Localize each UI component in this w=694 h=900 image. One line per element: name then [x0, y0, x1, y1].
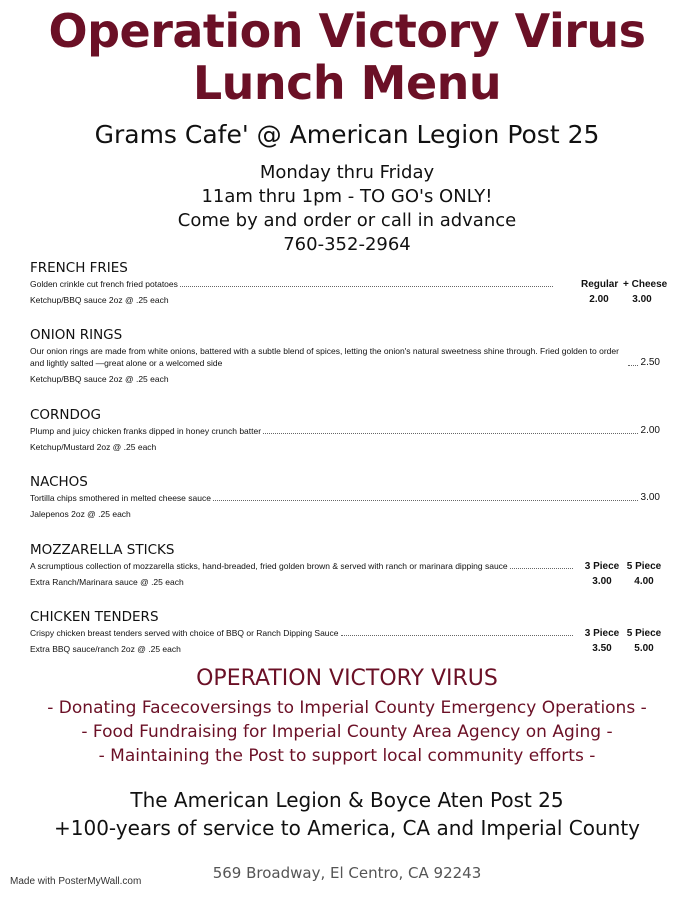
menu-item-nachos [30, 473, 660, 520]
price-value: 3.50 [592, 643, 612, 654]
ovv-heading: OPERATION VICTORY VIRUS [196, 666, 498, 691]
ovv-line: - Maintaining the Post to support local community efforts - [98, 746, 596, 766]
item-price: 3.00 [640, 492, 660, 503]
leader-dots [263, 433, 637, 434]
watermark: Made with PosterMyWall.com [10, 876, 142, 887]
price-label: 5 Piece [626, 561, 662, 572]
menu-item-french-fries [30, 259, 668, 306]
legion-name: The American Legion & Boyce Aten Post 25 [130, 788, 564, 812]
item-extra: Ketchup/BBQ sauce 2oz @ .25 each [30, 295, 169, 305]
legion-service: +100-years of service to America, CA and Imperial County [53, 816, 641, 840]
poster-subtitle: Lunch Menu [192, 56, 502, 110]
leader-dots [628, 365, 638, 366]
item-name: ONION RINGS [30, 327, 123, 343]
item-description: Golden crinkle cut french fried potatoes [30, 279, 178, 289]
item-price: 2.00 [640, 425, 660, 436]
phone-number: 760-352-2964 [283, 234, 411, 255]
item-description: Crispy chicken breast tenders served with choice of BBQ or Ranch Dipping Sauce [30, 628, 339, 638]
item-name: CHICKEN TENDERS [30, 609, 159, 625]
price-label: 5 Piece [626, 628, 662, 639]
price-label: Regular [581, 279, 619, 290]
price-columns [584, 628, 662, 654]
price-value: 2.00 [589, 294, 609, 305]
days-text: Monday thru Friday [259, 162, 435, 183]
price-label: + Cheese [623, 279, 668, 290]
order-note: Come by and order or call in advance [177, 210, 517, 231]
item-price: 2.50 [640, 357, 660, 368]
item-name: FRENCH FRIES [30, 260, 128, 276]
item-name: MOZZARELLA STICKS [30, 542, 175, 558]
item-name: NACHOS [30, 474, 88, 490]
price-label: 3 Piece [584, 628, 620, 639]
address: 569 Broadway, El Centro, CA 92243 [212, 864, 482, 882]
poster-title: Operation Victory Virus [48, 4, 646, 58]
price-value: 3.00 [592, 576, 612, 587]
item-description: Plump and juicy chicken franks dipped in honey crunch batter [30, 426, 262, 436]
menu-item-chicken-tenders [30, 608, 660, 655]
price-label: 3 Piece [584, 561, 620, 572]
item-extra: Jalepenos 2oz @ .25 each [30, 509, 131, 519]
price-value: 3.00 [632, 294, 652, 305]
ovv-line: - Donating Facecoversings to Imperial County Emergency Operations - [47, 698, 647, 718]
leader-dots [510, 568, 573, 569]
price-columns [581, 279, 668, 305]
menu-item-onion-rings [30, 326, 660, 385]
item-description: Our onion rings are made from white onions, battered with a subtle blend of spices, letting the onion's natural sweetness shine through. Fried golden to order and lightly salted —great alone or a welcomed side [30, 346, 619, 368]
ovv-line: - Food Fundraising for Imperial County Area Agency on Aging - [81, 722, 613, 742]
cafe-name: Grams Cafe' @ American Legion Post 25 [94, 120, 600, 149]
item-name: CORNDOG [30, 407, 102, 423]
item-extra: Extra Ranch/Marinara sauce @ .25 each [30, 577, 184, 587]
leader-dots [213, 500, 638, 501]
menu-item-mozzarella-sticks [30, 541, 660, 588]
item-description: Tortilla chips smothered in melted cheese sauce [30, 493, 211, 503]
leader-dots [341, 635, 573, 636]
menu-item-corndog [30, 406, 660, 453]
price-columns [584, 561, 662, 587]
price-value: 4.00 [634, 576, 654, 587]
hours-text: 11am thru 1pm - TO GO's ONLY! [201, 186, 493, 207]
item-description: A scrumptious collection of mozzarella sticks, hand-breaded, fried golden brown & served with ranch or marinara dipping sauce [30, 561, 508, 571]
item-extra: Ketchup/BBQ sauce 2oz @ .25 each [30, 374, 169, 384]
item-extra: Extra BBQ sauce/ranch 2oz @ .25 each [30, 644, 181, 654]
price-value: 5.00 [634, 643, 654, 654]
leader-dots [180, 286, 553, 287]
item-extra: Ketchup/Mustard 2oz @ .25 each [30, 442, 157, 452]
